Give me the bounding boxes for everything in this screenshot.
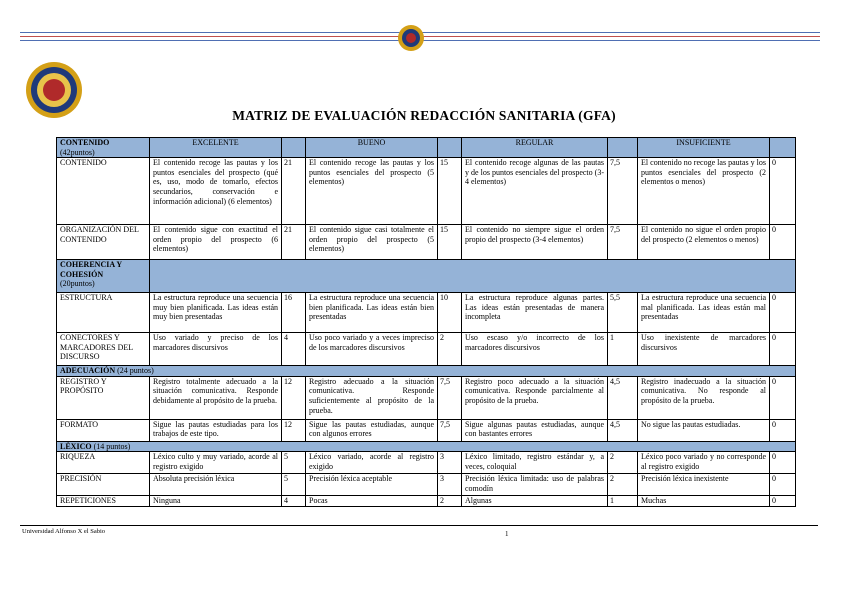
score-cell: 12 bbox=[282, 419, 306, 441]
score-cell: 5 bbox=[282, 474, 306, 496]
excelente-cell: Uso variado y preciso de los marcadores discursivos bbox=[150, 333, 282, 366]
criterion-cell: ESTRUCTURA bbox=[57, 293, 150, 333]
regular-cell: El contenido no siempre sigue el orden propio del prospecto (3-4 elementos) bbox=[462, 225, 608, 260]
regular-cell: Léxico limitado, registro estándar y, a veces, coloquial bbox=[462, 452, 608, 474]
university-seal-small-icon bbox=[398, 25, 424, 51]
footer-university: Universidad Alfonso X el Sabio bbox=[22, 528, 106, 535]
section-label: COHERENCIA Y COHESIÓN bbox=[60, 260, 122, 279]
regular-cell: Precisión léxica limitada: uso de palabras comodín bbox=[462, 474, 608, 496]
table-row bbox=[57, 452, 796, 474]
insuficiente-header: INSUFICIENTE bbox=[638, 138, 770, 158]
evaluation-matrix-table bbox=[56, 137, 796, 507]
score-cell: 3 bbox=[438, 474, 462, 496]
criterion-cell: REPETICIONES bbox=[57, 496, 150, 507]
excelente-header: EXCELENTE bbox=[150, 138, 282, 158]
contenido-header-cell bbox=[57, 138, 150, 158]
contenido-header-label: CONTENIDO bbox=[60, 138, 110, 147]
score-cell: 2 bbox=[608, 474, 638, 496]
bueno-cell: Uso poco variado y a veces impreciso de los marcadores discursivos bbox=[306, 333, 438, 366]
excelente-cell: Registro totalmente adecuado a la situación comunicativa. Responde debidamente al propósito de la prueba. bbox=[150, 376, 282, 419]
score-cell: 4,5 bbox=[608, 419, 638, 441]
score-cell: 2 bbox=[438, 333, 462, 366]
section-label: LÉXICO bbox=[60, 441, 92, 451]
table-row bbox=[57, 419, 796, 441]
score-cell: 2 bbox=[608, 452, 638, 474]
table-row bbox=[57, 333, 796, 366]
bueno-cell: La estructura reproduce una secuencia bien planificada. Las ideas están bien presentadas bbox=[306, 293, 438, 333]
table-row bbox=[57, 376, 796, 419]
excelente-cell: Léxico culto y muy variado, acorde al registro exigido bbox=[150, 452, 282, 474]
bueno-cell: Precisión léxica aceptable bbox=[306, 474, 438, 496]
insuficiente-cell: Léxico poco variado y no corresponde al registro exigido bbox=[638, 452, 770, 474]
criterion-cell: REGISTRO Y PROPÓSITO bbox=[57, 376, 150, 419]
criterion-cell: PRECISIÓN bbox=[57, 474, 150, 496]
bueno-cell: Léxico variado, acorde al registro exigido bbox=[306, 452, 438, 474]
score-cell: 7,5 bbox=[608, 225, 638, 260]
score-cell: 1 bbox=[608, 496, 638, 507]
contenido-header-points: (42puntos) bbox=[60, 147, 95, 157]
score-cell: 7,5 bbox=[608, 158, 638, 225]
excelente-cell: Sigue las pautas estudiadas para los trabajos de este tipo. bbox=[150, 419, 282, 441]
insuficiente-cell: Registro inadecuado a la situación comunicativa. No responde al propósito de la prueba. bbox=[638, 376, 770, 419]
score-cell: 15 bbox=[438, 158, 462, 225]
criterion-cell: CONTENIDO bbox=[57, 158, 150, 225]
insuficiente-cell: Muchas bbox=[638, 496, 770, 507]
insuficiente-cell: El contenido no sigue el orden propio del prospecto (2 elementos o menos) bbox=[638, 225, 770, 260]
excelente-cell: El contenido recoge las pautas y los puntos esenciales del prospecto (qué es, uso, modo de tomarlo, efectos secundarios, conservación e información adicional) (6 elementos) bbox=[150, 158, 282, 225]
regular-header: REGULAR bbox=[462, 138, 608, 158]
score-cell: 12 bbox=[282, 376, 306, 419]
section-row-coherencia bbox=[57, 260, 796, 293]
bueno-cell: Registro adecuado a la situación comunicativa. Responde suficientemente al propósito de la prueba. bbox=[306, 376, 438, 419]
bueno-header: BUENO bbox=[306, 138, 438, 158]
score-cell: 0 bbox=[770, 293, 796, 333]
regular-cell: Registro poco adecuado a la situación comunicativa. Responde parcialmente al propósito de la prueba. bbox=[462, 376, 608, 419]
table-row bbox=[57, 293, 796, 333]
score-cell: 4 bbox=[282, 333, 306, 366]
score-cell: 5 bbox=[282, 452, 306, 474]
insuficiente-cell: La estructura reproduce una secuencia mal planificada. Las ideas están mal presentadas bbox=[638, 293, 770, 333]
bueno-cell: El contenido recoge las pautas y los puntos esenciales del prospecto (5 elementos) bbox=[306, 158, 438, 225]
section-label: ADECUACIÓN bbox=[60, 366, 116, 376]
section-label-cell bbox=[57, 366, 796, 377]
excelente-cell: Ninguna bbox=[150, 496, 282, 507]
score-cell: 0 bbox=[770, 376, 796, 419]
insuficiente-cell: Precisión léxica inexistente bbox=[638, 474, 770, 496]
score-cell: 5,5 bbox=[608, 293, 638, 333]
insuficiente-cell: No sigue las pautas estudiadas. bbox=[638, 419, 770, 441]
score-cell: 16 bbox=[282, 293, 306, 333]
regular-cell: Algunas bbox=[462, 496, 608, 507]
regular-cell: Sigue algunas pautas estudiadas, aunque con bastantes errores bbox=[462, 419, 608, 441]
score-cell: 0 bbox=[770, 496, 796, 507]
score-cell: 0 bbox=[770, 225, 796, 260]
bueno-cell: Sigue las pautas estudiadas, aunque con algunos errores bbox=[306, 419, 438, 441]
regular-cell: Uso escaso y/o incorrecto de los marcadores discursivos bbox=[462, 333, 608, 366]
excelente-cell: El contenido sigue con exactitud el orden propio del prospecto (6 elementos) bbox=[150, 225, 282, 260]
section-row-adecuacion bbox=[57, 366, 796, 377]
section-points: (14 puntos) bbox=[93, 441, 131, 451]
score-cell: 4,5 bbox=[608, 376, 638, 419]
criterion-cell: CONECTORES Y MARCADORES DEL DISCURSO bbox=[57, 333, 150, 366]
score-cell: 0 bbox=[770, 333, 796, 366]
table-row bbox=[57, 474, 796, 496]
table-row bbox=[57, 158, 796, 225]
section-points: (20puntos) bbox=[60, 279, 95, 289]
score-cell: 4 bbox=[282, 496, 306, 507]
criterion-cell: ORGANIZACIÓN DEL CONTENIDO bbox=[57, 225, 150, 260]
score-cell: 0 bbox=[770, 158, 796, 225]
table-header-row bbox=[57, 138, 796, 158]
section-points: (24 puntos) bbox=[117, 366, 154, 376]
section-label-cell bbox=[57, 260, 150, 293]
insuficiente-cell: Uso inexistente de marcadores discursivos bbox=[638, 333, 770, 366]
score-cell: 15 bbox=[438, 225, 462, 260]
excelente-cell: La estructura reproduce una secuencia muy bien planificada. Las ideas están muy bien presentadas bbox=[150, 293, 282, 333]
criterion-cell: RIQUEZA bbox=[57, 452, 150, 474]
section-label-cell bbox=[57, 441, 796, 452]
footer-divider bbox=[20, 525, 818, 526]
score-cell: 0 bbox=[770, 419, 796, 441]
excelente-cell: Absoluta precisión léxica bbox=[150, 474, 282, 496]
regular-cell: El contenido recoge algunas de las pautas y de los puntos esenciales del prospecto (3-4 elementos) bbox=[462, 158, 608, 225]
table-row bbox=[57, 225, 796, 260]
page-number: 1 bbox=[505, 530, 509, 538]
score-cell: 21 bbox=[282, 158, 306, 225]
score-cell: 21 bbox=[282, 225, 306, 260]
section-row-lexico bbox=[57, 441, 796, 452]
score-cell: 0 bbox=[770, 474, 796, 496]
bueno-cell: El contenido sigue casi totalmente el orden propio del prospecto (5 elementos) bbox=[306, 225, 438, 260]
score-cell: 3 bbox=[438, 452, 462, 474]
page-title: MATRIZ DE EVALUACIÓN REDACCIÓN SANITARIA (GFA) bbox=[232, 108, 616, 123]
regular-cell: La estructura reproduce algunas partes. Las ideas están presentadas de manera incompleta bbox=[462, 293, 608, 333]
bueno-cell: Pocas bbox=[306, 496, 438, 507]
insuficiente-cell: El contenido no recoge las pautas y los puntos esenciales del prospecto (2 elementos o menos) bbox=[638, 158, 770, 225]
score-cell: 7,5 bbox=[438, 419, 462, 441]
score-cell: 1 bbox=[608, 333, 638, 366]
criterion-cell: FORMATO bbox=[57, 419, 150, 441]
score-cell: 0 bbox=[770, 452, 796, 474]
table-row bbox=[57, 496, 796, 507]
score-cell: 7,5 bbox=[438, 376, 462, 419]
score-cell: 10 bbox=[438, 293, 462, 333]
score-cell: 2 bbox=[438, 496, 462, 507]
